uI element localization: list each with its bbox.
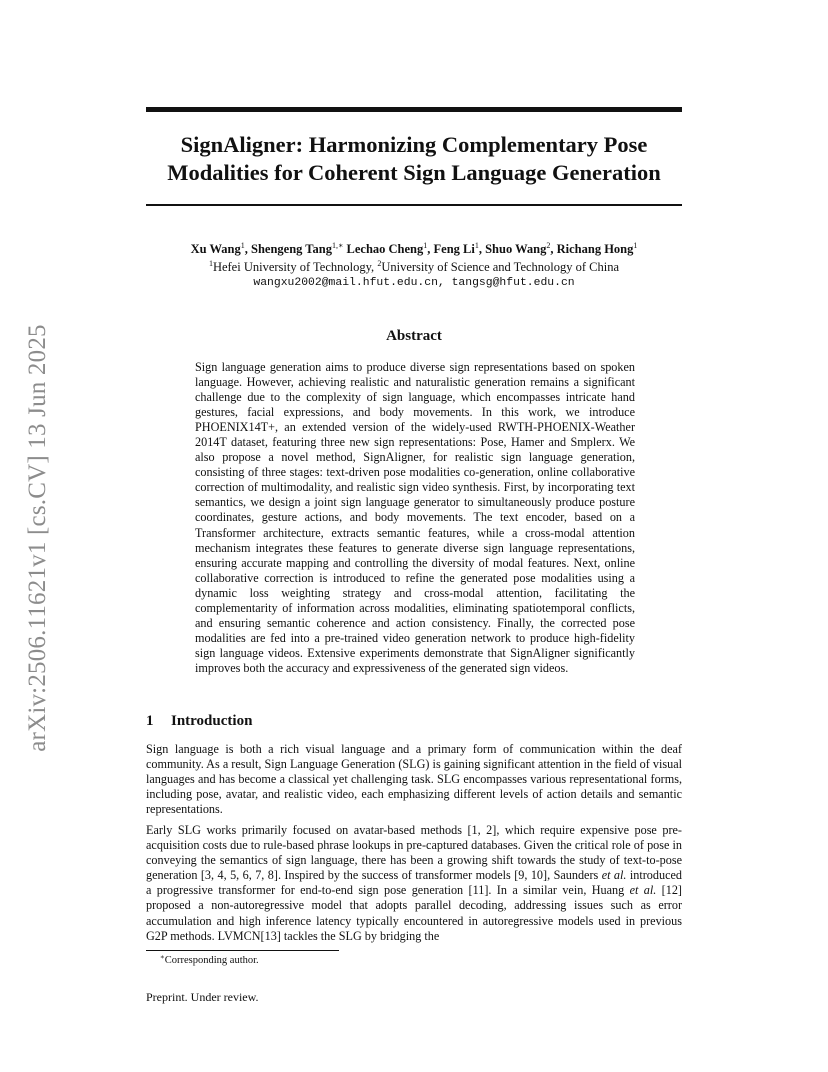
intro-p2-text: [12] proposed a non-autoregressive model that adopts parallel decoding, addressing issues such as error accumulation and high inference latency typically encountered in autoregressive models used in previous G2P methods. LVMCN[13] tackles the SLG by bridging the bbox=[146, 883, 682, 943]
affiliation-mark: 2 bbox=[377, 259, 382, 268]
paper-title bbox=[146, 131, 682, 187]
intro-p2-text: introduced a progressive transformer for end-to-end sign pose generation [11]. In a similar vein, Huang bbox=[146, 868, 683, 898]
introduction-body bbox=[146, 742, 682, 950]
author-list: Xu Wang$^1$, Shengeng Tang$^{1,∗}$ Lechao Cheng$^1$, Feng Li$^1$, Shuo Wang$^2$, Richang Hong$^1$ bbox=[190, 241, 638, 256]
affiliation-name: University of Science and Technology of China bbox=[381, 260, 620, 274]
author-affil-mark: 1 bbox=[240, 241, 245, 250]
intro-paragraph-1: Sign language is both a rich visual language and a primary form of communication within the deaf community. As a result, Sign Language Generation (SLG) is gaining significant attention in the field of visual languages and has become a classical yet challenging task. SLG encompasses various representational forms, including pose, avatar, and realistic video, each emphasizing different levels of action details and semantic representations. bbox=[146, 742, 682, 817]
arxiv-side-label: arXiv:2506.11621v1 [cs.CV] 13 Jun 2025 bbox=[24, 324, 51, 752]
author-name: Xu Wang bbox=[190, 242, 241, 256]
author-affil-mark: 2 bbox=[546, 241, 551, 250]
author-name: Shuo Wang bbox=[485, 242, 547, 256]
author-affil-mark: 1 bbox=[633, 241, 638, 250]
section-heading bbox=[146, 711, 682, 731]
affiliation-line bbox=[120, 259, 708, 275]
section-title: Introduction bbox=[171, 713, 253, 729]
abstract-text: Sign language generation aims to produce diverse sign representations based on spoken language. However, achieving realistic and naturalistic generation remains a significant challenge due to the complexity of sign language, which encompasses intricate hand gestures, facial expressions, and body movements. In this work, we introduce PHOENIX14T+, an extended version of the widely-used RWTH-PHOENIX-Weather 2014T dataset, featuring three new sign representations: Pose, Hamer and Smplerx. We also propose a novel method, SignAligner, for realistic sign language generation, consisting of three stages: text-driven pose modalities co-generation, online collaborative correction of multimodality, and realistic sign video synthesis. First, by incorporating text semantics, we design a joint sign language generator to simultaneously produce posture coordinates, gesture actions, and body movements. The text encoder, based on a Transformer architecture, extracts semantic features, while a cross-modal attention mechanism integrates these features to generate diverse sign language representations, ensuring accurate mapping and controlling the diversity of modal features. Next, online collaborative correction is introduced to refine the generated pose modalities using a dynamic loss weighting strategy and cross-modal attention, facilitating the complementarity of information across modalities, eliminating spatiotemporal conflicts, and ensuring semantic coherence and action consistency. Finally, the corrected pose modalities are fed into a pre-trained video generation network to produce high-fidelity sign language videos. Extensive experiments demonstrate that SignAligner significantly improves both the accuracy and expressiveness of the generated sign videos. bbox=[195, 360, 635, 675]
title-line-2: Modalities for Coherent Sign Language Generation bbox=[167, 160, 661, 185]
author-name: Lechao Cheng bbox=[346, 242, 424, 256]
author-affil-mark: 1,∗ bbox=[331, 241, 344, 250]
footnote bbox=[160, 954, 660, 967]
abstract-heading: Abstract bbox=[386, 328, 442, 344]
intro-paragraph-2 bbox=[146, 823, 682, 943]
footnote-text: Corresponding author. bbox=[164, 955, 259, 966]
intro-p2-text: Early SLG works primarily focused on avatar-based methods [1, 2], which require expensive pose pre-acquisition costs due to rule-based phrase lookups in pre-captured databases. Given the critical role of pose in conveying the semantics of sign language, there has been a growing shift towards the study of text-to-pose generation [3, 4, 5, 6, 7, 8]. Inspired by the success of transformer models [9, 10], Saunders bbox=[146, 823, 682, 883]
author-name: Feng Li bbox=[433, 242, 475, 256]
intro-p2-etal: et al. bbox=[601, 868, 627, 883]
author-affil-mark: 1 bbox=[423, 241, 428, 250]
title-bottom-rule bbox=[146, 204, 682, 206]
footnote-rule bbox=[146, 950, 339, 951]
preprint-notice: Preprint. Under review. bbox=[146, 990, 259, 1004]
affiliation-name: Hefei University of Technology, bbox=[212, 260, 375, 274]
affiliation-mark: 1 bbox=[208, 259, 213, 268]
intro-p2-etal: et al. bbox=[629, 883, 657, 898]
author-name: Shengeng Tang bbox=[251, 242, 332, 256]
author-affil-mark: 1 bbox=[474, 241, 479, 250]
title-top-rule bbox=[146, 107, 682, 112]
title-line-1: SignAligner: Harmonizing Complementary Pose bbox=[180, 132, 648, 157]
section-number: 1 bbox=[146, 713, 154, 729]
author-emails: wangxu2002@mail.hfut.edu.cn, tangsg@hfut.edu.cn bbox=[253, 277, 575, 289]
author-name: Richang Hong bbox=[556, 242, 634, 256]
footnote-mark: ∗ bbox=[160, 953, 165, 961]
